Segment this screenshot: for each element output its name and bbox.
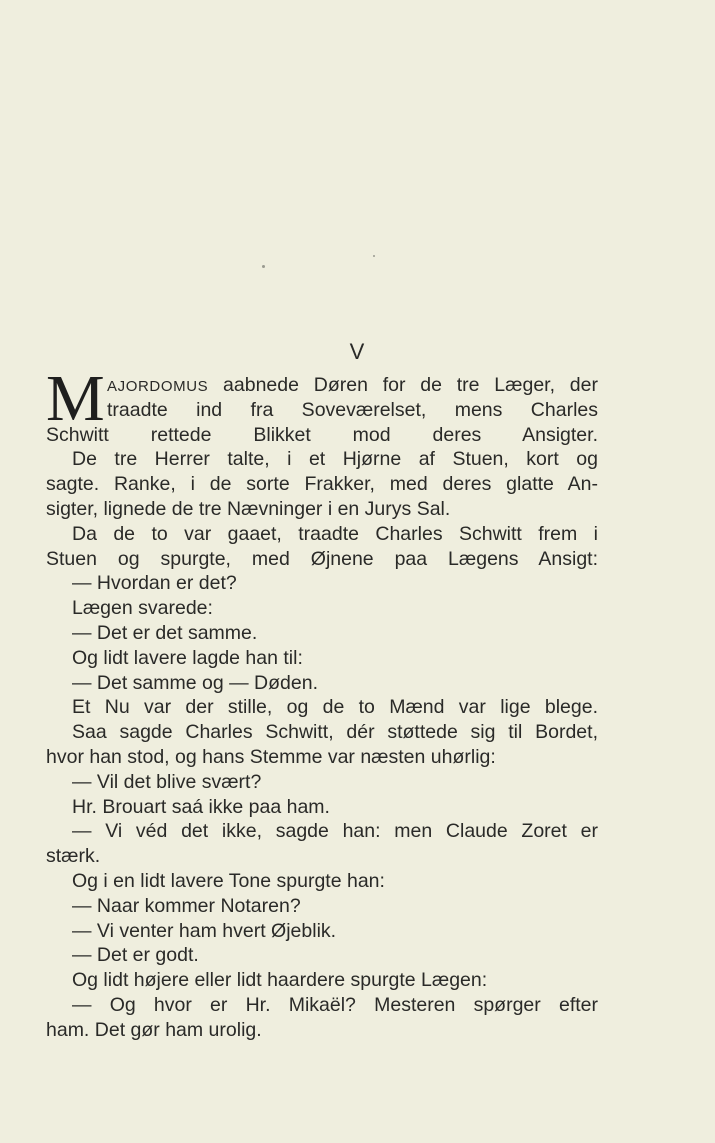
text-line: De tre Herrer talte, i et Hjørne af Stuen, kort og [72,448,598,471]
text-line: ham. Det gør ham urolig. [46,1018,262,1041]
text-line [107,373,598,398]
text-line: Stuen og spurgte, med Øjnene paa Lægens Ansigt: [46,547,598,570]
text-line: Og lidt højere eller lidt haardere spurgte Lægen: [72,969,488,992]
text-line: Og lidt lavere lagde han til: [72,646,303,669]
text-line: Saa sagde Charles Schwitt, dér støttede sig til Bordet, [72,721,598,744]
small-caps-word: AJORDOMUS [107,378,209,395]
text-line: Hr. Brouart saá ikke paa ham. [72,795,330,818]
text-line: — Vi véd det ikke, sagde han: men Claude Zoret er [72,820,598,843]
drop-cap: M [46,362,105,435]
text-line: — Vi venter ham hvert Øjeblik. [72,919,337,942]
text-line: sagte. Ranke, i de sorte Frakker, med deres glatte An- [46,473,598,496]
first-line-rest: aabnede Døren for de tre Læger, der [208,374,598,396]
text-line: — Og hvor er Hr. Mikaël? Mesteren spørger efter [72,993,598,1016]
text-line: Et Nu var der stille, og de to Mænd var lige blege. [72,696,598,719]
paper-speck [262,265,265,268]
text-line: Og i en lidt lavere Tone spurgte han: [72,869,385,892]
text-line: Schwitt rettede Blikket mod deres Ansigter. [46,423,598,446]
text-line: — Det er det samme. [72,621,258,644]
text-line: hvor han stod, og hans Stemme var næsten uhørlig: [46,745,496,768]
text-line: — Det samme og — Døden. [72,671,318,694]
chapter-heading: V [349,339,366,364]
text-line: Lægen svarede: [72,597,213,620]
text-line: stærk. [46,845,101,868]
text-line: — Vil det blive svært? [72,770,262,793]
text-line: sigter, lignede de tre Nævninger i en Jurys Sal. [46,497,451,520]
text-line: — Naar kommer Notaren? [72,894,301,917]
paper-speck [373,255,375,257]
body-text [46,362,598,1043]
text-line: — Det er godt. [72,944,199,967]
text-line: — Hvordan er det? [72,572,237,595]
text-line: traadte ind fra Soveværelset, mens Charles [107,398,598,421]
text-line: Da de to var gaaet, traadte Charles Schwitt frem i [72,522,598,545]
